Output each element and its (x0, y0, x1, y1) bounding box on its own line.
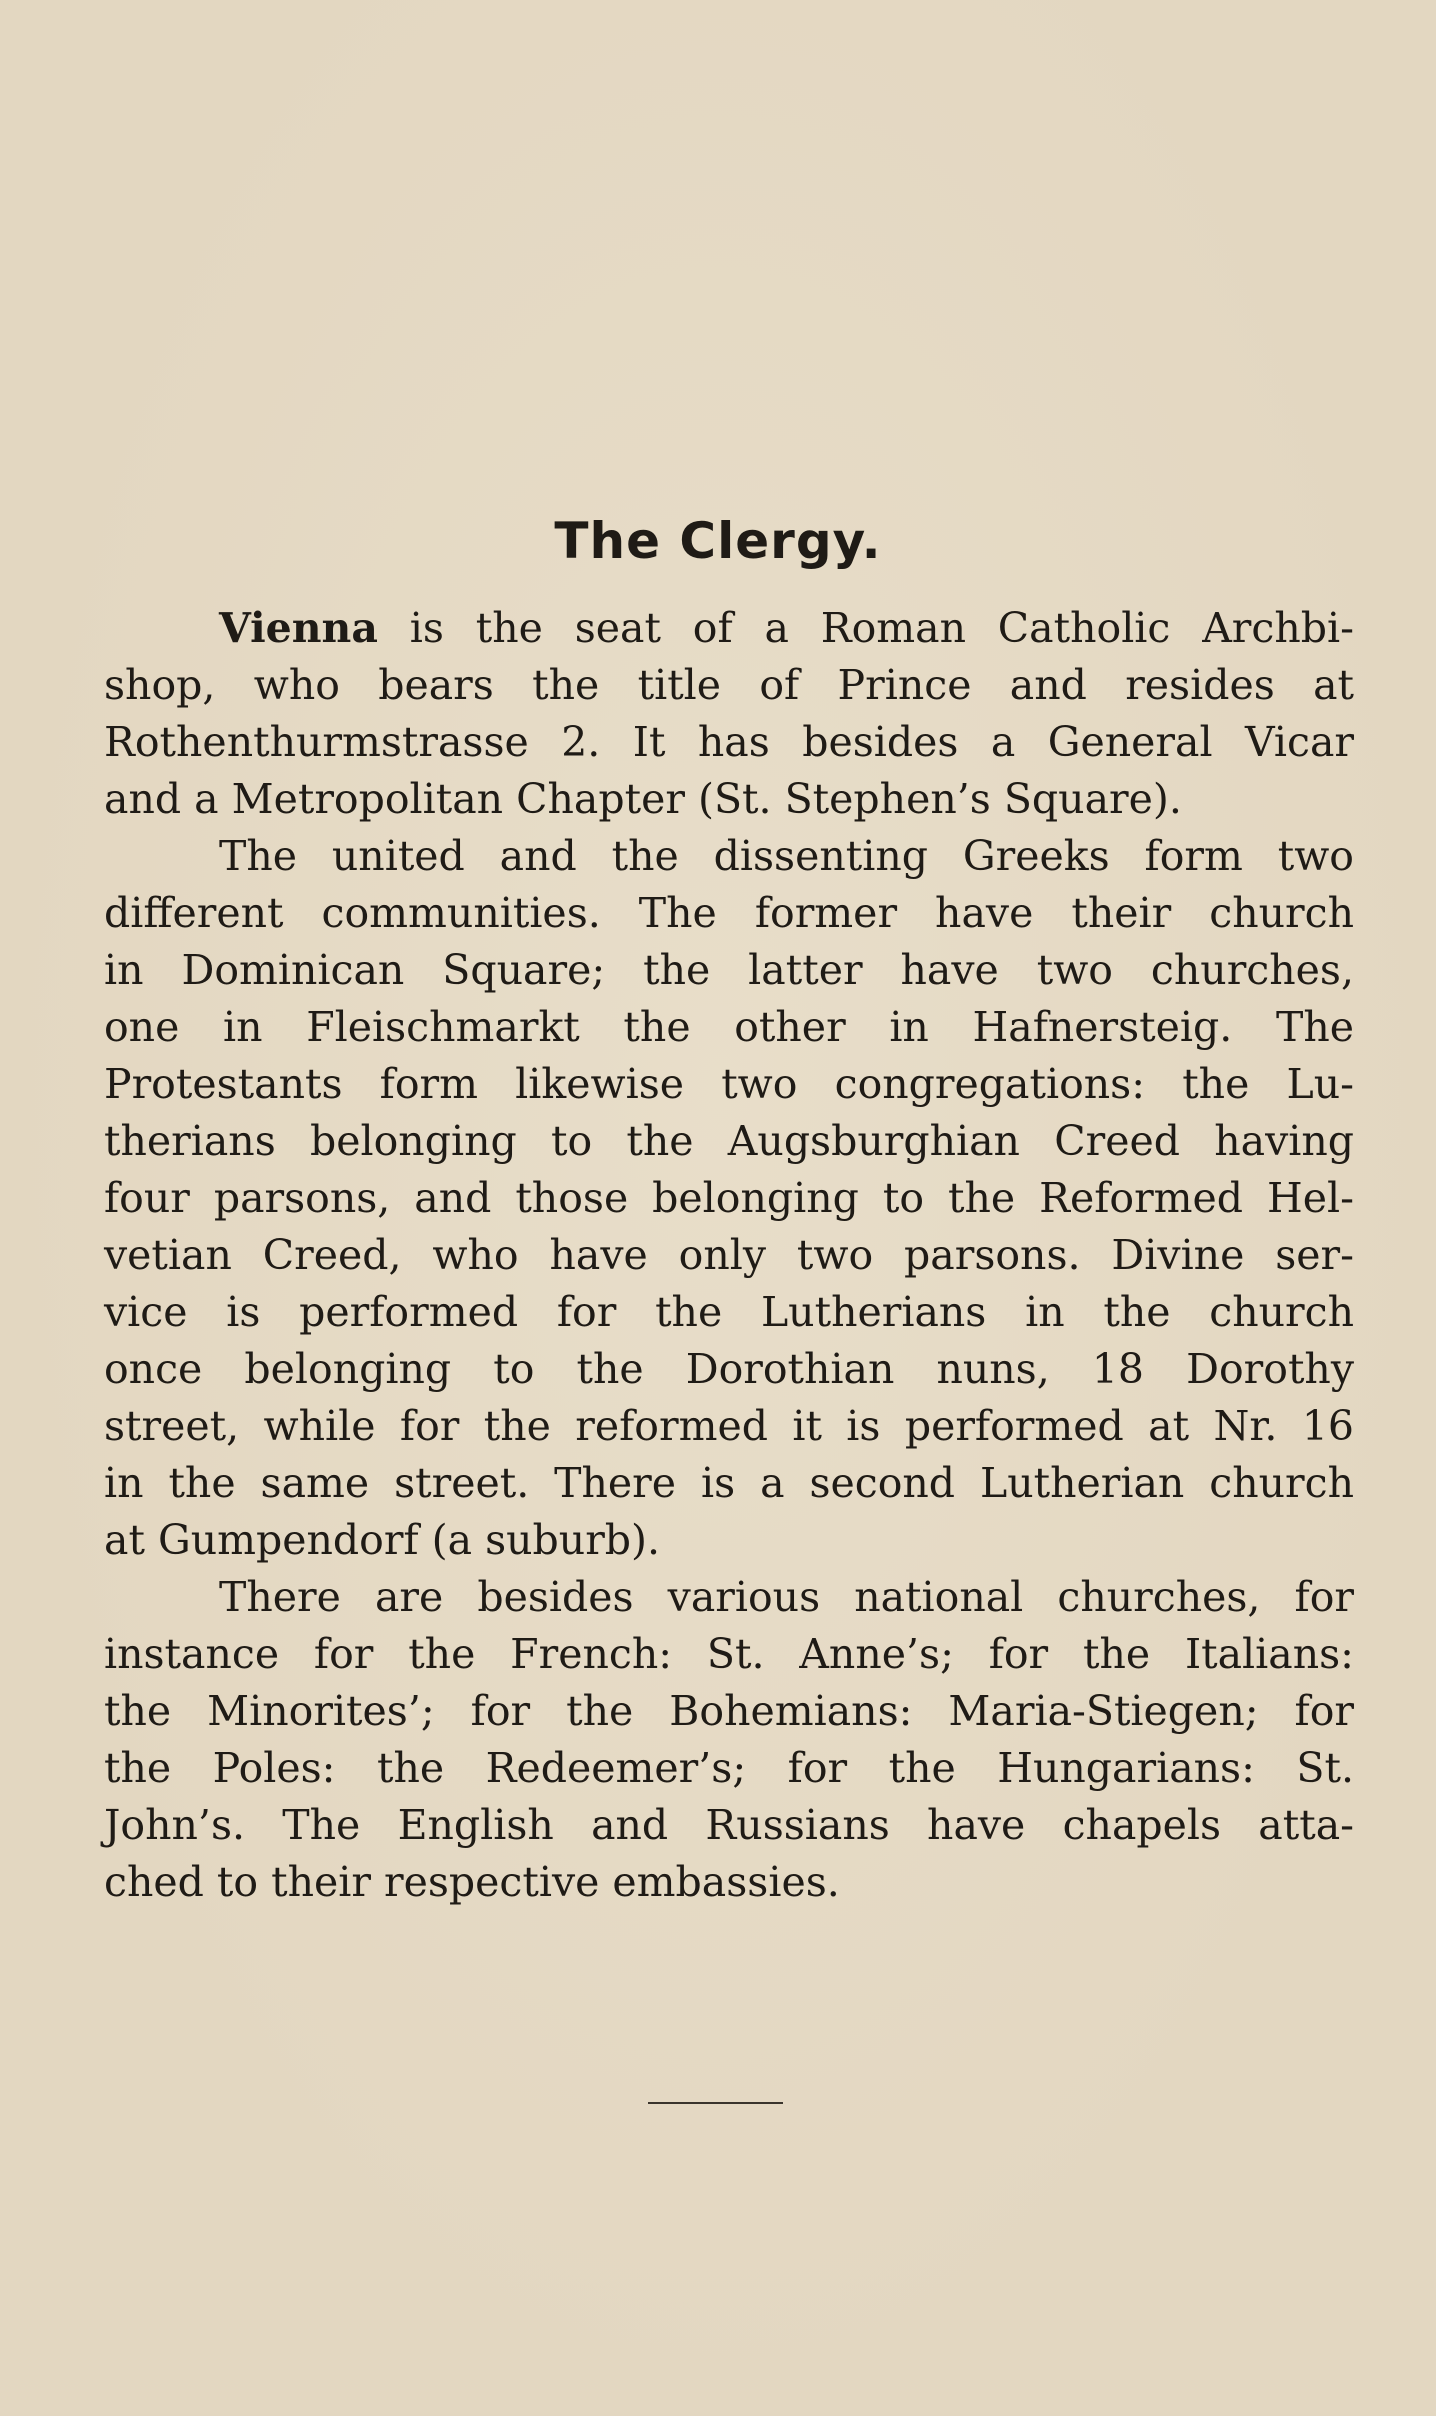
text-line: vice is performed for the Lutherians in the church (104, 1288, 1354, 1336)
text-line: therians belonging to the Augsburghian Creed having (104, 1117, 1354, 1165)
text-line: There are besides various national churches, for (219, 1573, 1354, 1621)
text-line: the Poles: the Redeemer’s; for the Hungarians: St. (104, 1744, 1354, 1792)
text-line: once belonging to the Dorothian nuns, 18 Dorothy (104, 1345, 1354, 1393)
text-line: the Minorites’; for the Bohemians: Maria-Stiegen; for (104, 1687, 1354, 1735)
text-line: in the same street. There is a second Lutherian church (104, 1459, 1354, 1507)
section-end-rule (648, 2102, 783, 2104)
text-line: in Dominican Square; the latter have two churches, (104, 946, 1354, 994)
text-line: The united and the dissenting Greeks form two (219, 832, 1354, 880)
text-line: different communities. The former have their church (104, 889, 1354, 937)
text-line: instance for the French: St. Anne’s; for the Italians: (104, 1630, 1354, 1678)
text-line: one in Fleischmarkt the other in Hafnersteig. The (104, 1003, 1354, 1051)
text-line: and a Metropolitan Chapter (St. Stephen’s Square). (104, 775, 1182, 823)
text-line: vetian Creed, who have only two parsons. Divine ser- (104, 1231, 1354, 1279)
text-line: Rothenthurmstrasse 2. It has besides a General Vicar (104, 718, 1354, 766)
text-line: ched to their respective embassies. (104, 1858, 840, 1906)
body-text (104, 600, 1354, 1911)
text-line: shop, who bears the title of Prince and resides at (104, 661, 1354, 709)
text-line: John’s. The English and Russians have chapels atta- (104, 1801, 1354, 1849)
page-title: The Clergy. (554, 512, 882, 570)
text-line: Vienna is the seat of a Roman Catholic Archbi- (219, 604, 1354, 652)
text-line: street, while for the reformed it is performed at Nr. 16 (104, 1402, 1354, 1450)
text-line: Protestants form likewise two congregations: the Lu- (104, 1060, 1354, 1108)
text-line: at Gumpendorf (a suburb). (104, 1516, 661, 1564)
text-line: four parsons, and those belonging to the Reformed Hel- (104, 1174, 1354, 1222)
lead-word: Vienna (219, 604, 378, 652)
